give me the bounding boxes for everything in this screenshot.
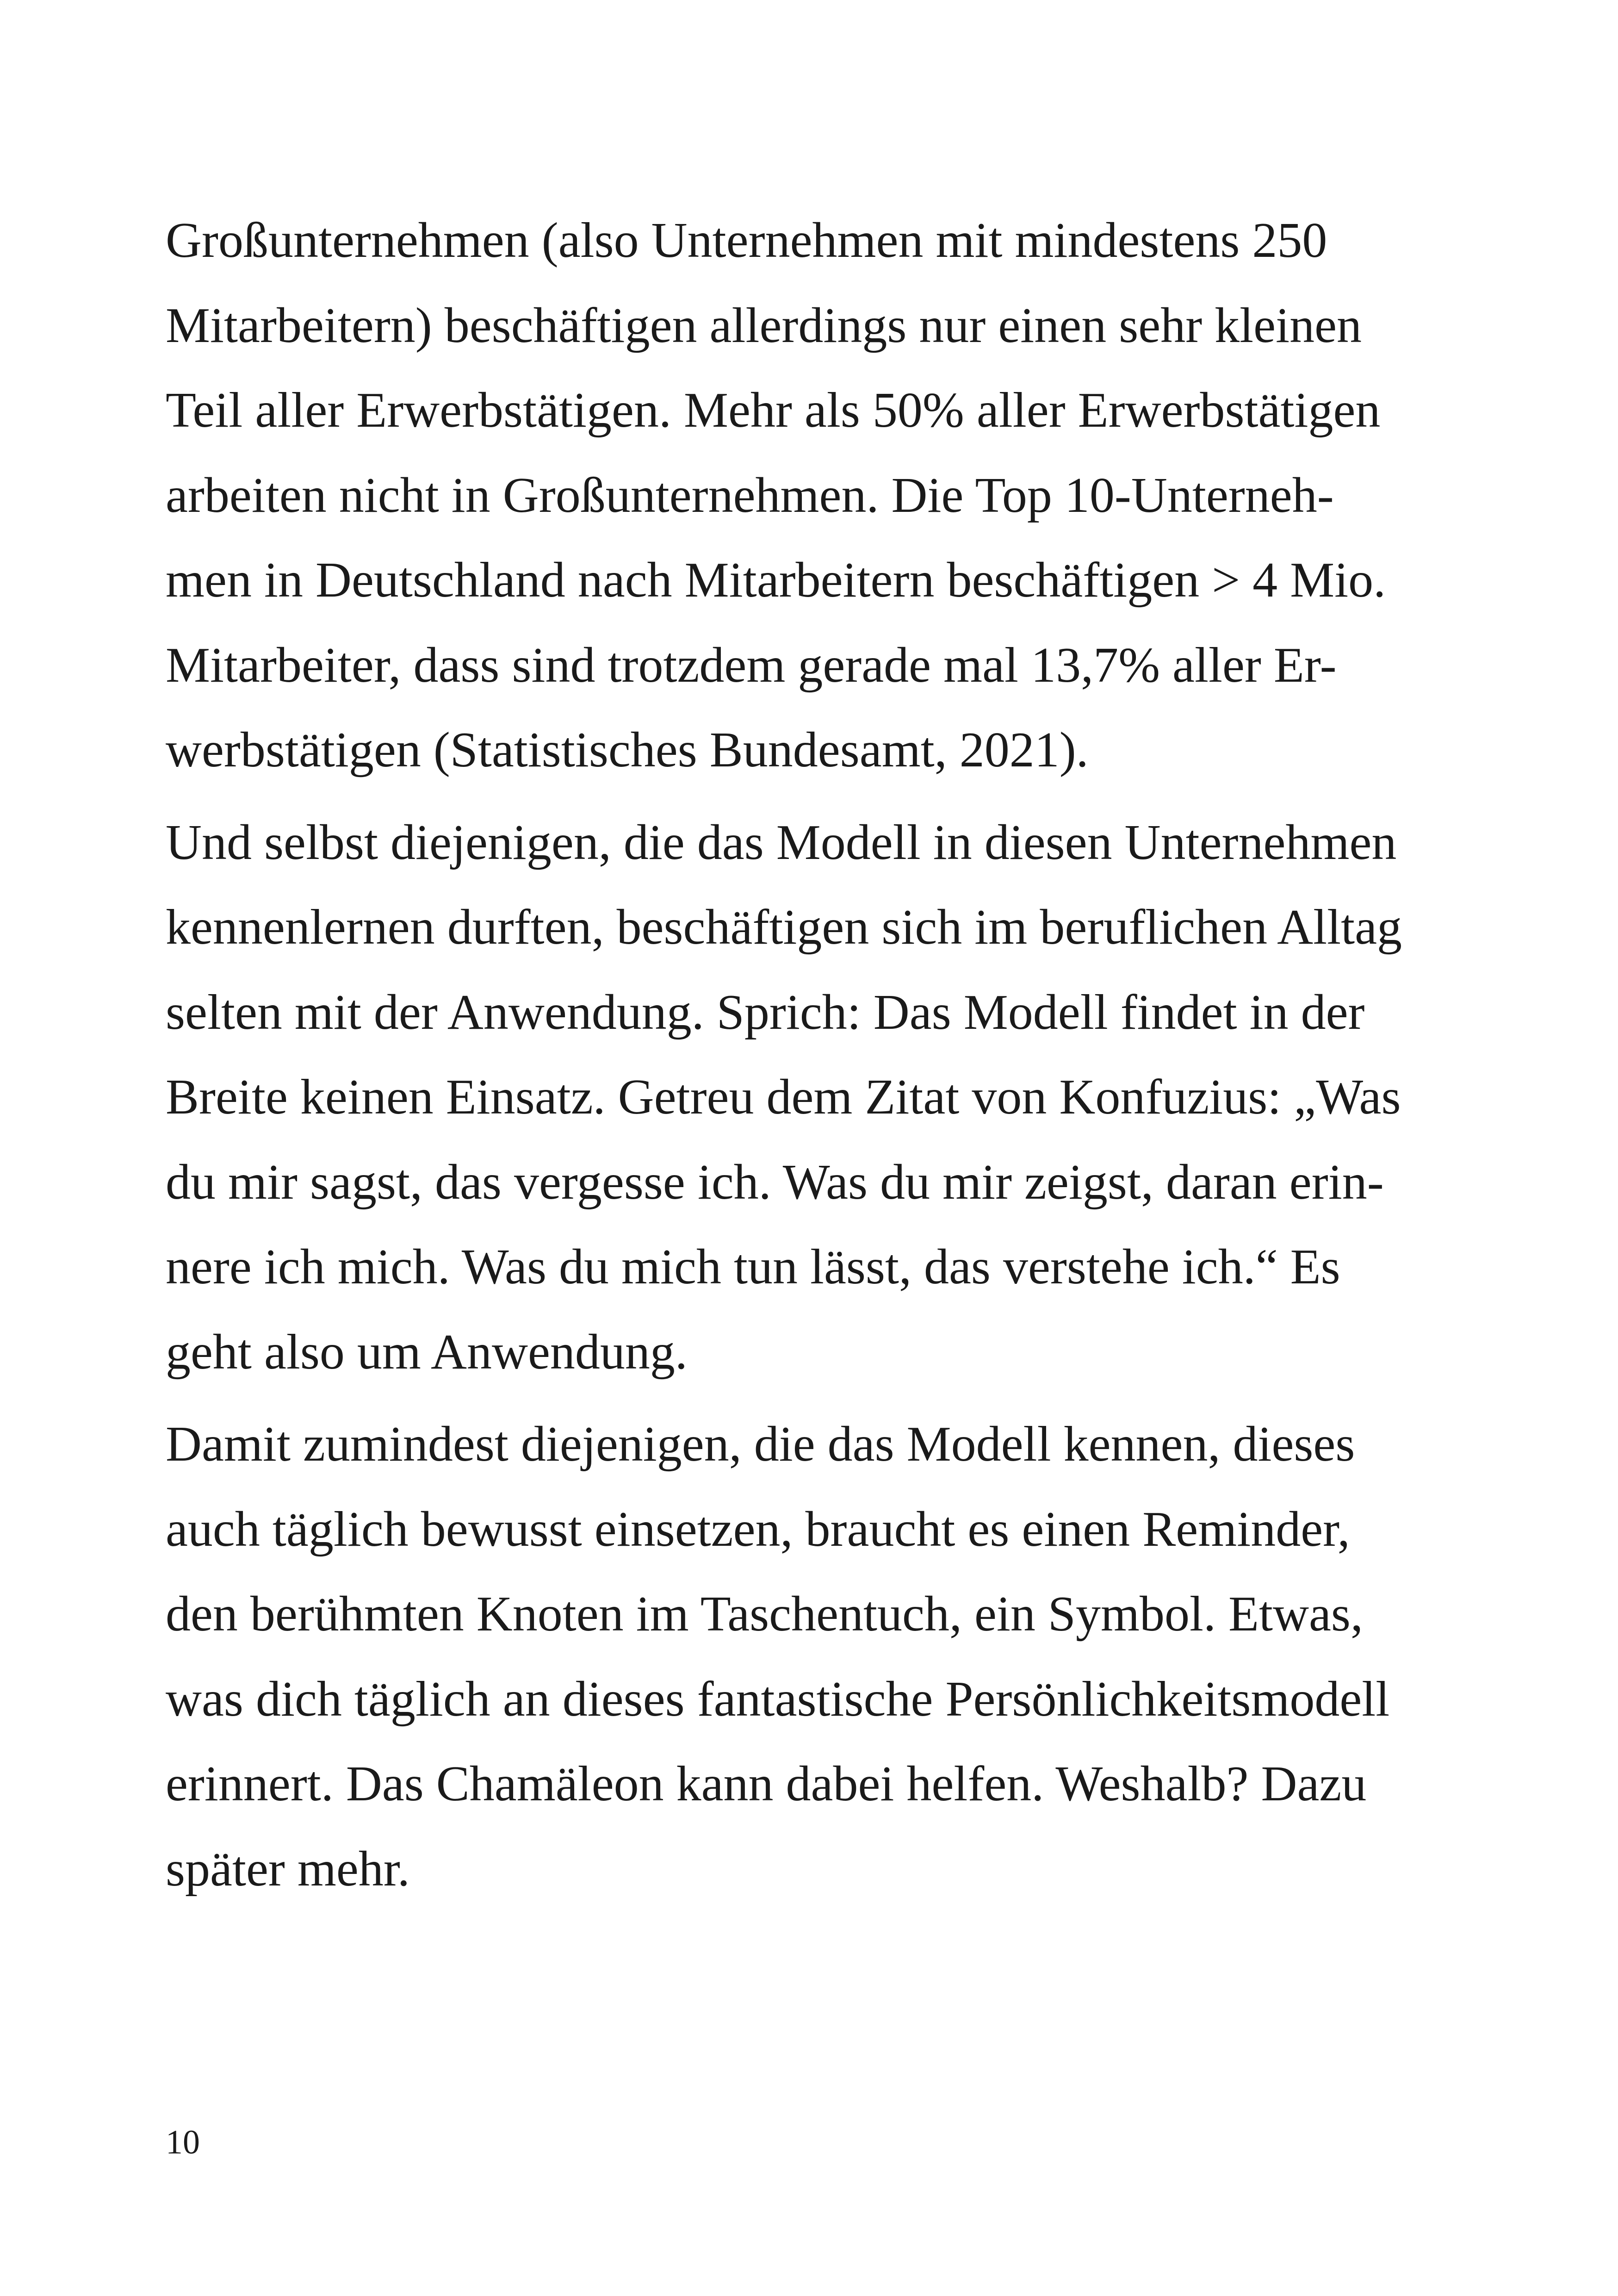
paragraph-1 xyxy=(166,198,1457,793)
text-line: geht also um Anwendung. xyxy=(166,1324,688,1380)
text-line: den berühmten Knoten im Taschentuch, ein Symbol. Etwas, xyxy=(166,1587,1363,1642)
paragraph-3 xyxy=(166,1402,1457,1911)
text-line: Und selbst diejenigen, die das Modell in diesen Unternehmen xyxy=(166,815,1397,870)
page-number: 10 xyxy=(166,2123,200,2161)
text-line: Mitarbeitern) beschäftigen allerdings nur einen sehr kleinen xyxy=(166,298,1362,353)
text-line: Teil aller Erwerbstätigen. Mehr als 50% aller Erwerbstätigen xyxy=(166,383,1381,438)
text-line: auch täglich bewusst einsetzen, braucht es einen Reminder, xyxy=(166,1501,1350,1557)
text-line: Großunternehmen (also Unternehmen mit mindestens 250 xyxy=(166,213,1327,268)
text-line: du mir sagst, das vergesse ich. Was du mir zeigst, daran erin- xyxy=(166,1154,1384,1210)
text-line: kennenlernen durften, beschäftigen sich im beruflichen Alltag xyxy=(166,900,1402,955)
text-line: werbstätigen (Statistisches Bundesamt, 2021). xyxy=(166,722,1089,778)
text-line: men in Deutschland nach Mitarbeitern beschäftigen > 4 Mio. xyxy=(166,553,1386,608)
text-line: Damit zumindest diejenigen, die das Modell kennen, dieses xyxy=(166,1417,1355,1472)
text-line: erinnert. Das Chamäleon kann dabei helfen. Weshalb? Dazu xyxy=(166,1756,1367,1811)
text-line: später mehr. xyxy=(166,1841,410,1897)
text-line: selten mit der Anwendung. Sprich: Das Modell findet in der xyxy=(166,984,1365,1040)
text-line: nere ich mich. Was du mich tun lässt, das verstehe ich.“ Es xyxy=(166,1239,1340,1294)
text-line: was dich täglich an dieses fantastische Persönlichkeitsmodell xyxy=(166,1671,1390,1727)
text-line: Breite keinen Einsatz. Getreu dem Zitat von Konfuzius: „Was xyxy=(166,1070,1401,1125)
text-line: Mitarbeiter, dass sind trotzdem gerade mal 13,7% aller Er- xyxy=(166,637,1337,693)
text-line: arbeiten nicht in Großunternehmen. Die Top 10-Unterneh- xyxy=(166,467,1334,523)
body-text xyxy=(166,198,1457,1911)
paragraph-2 xyxy=(166,800,1457,1395)
